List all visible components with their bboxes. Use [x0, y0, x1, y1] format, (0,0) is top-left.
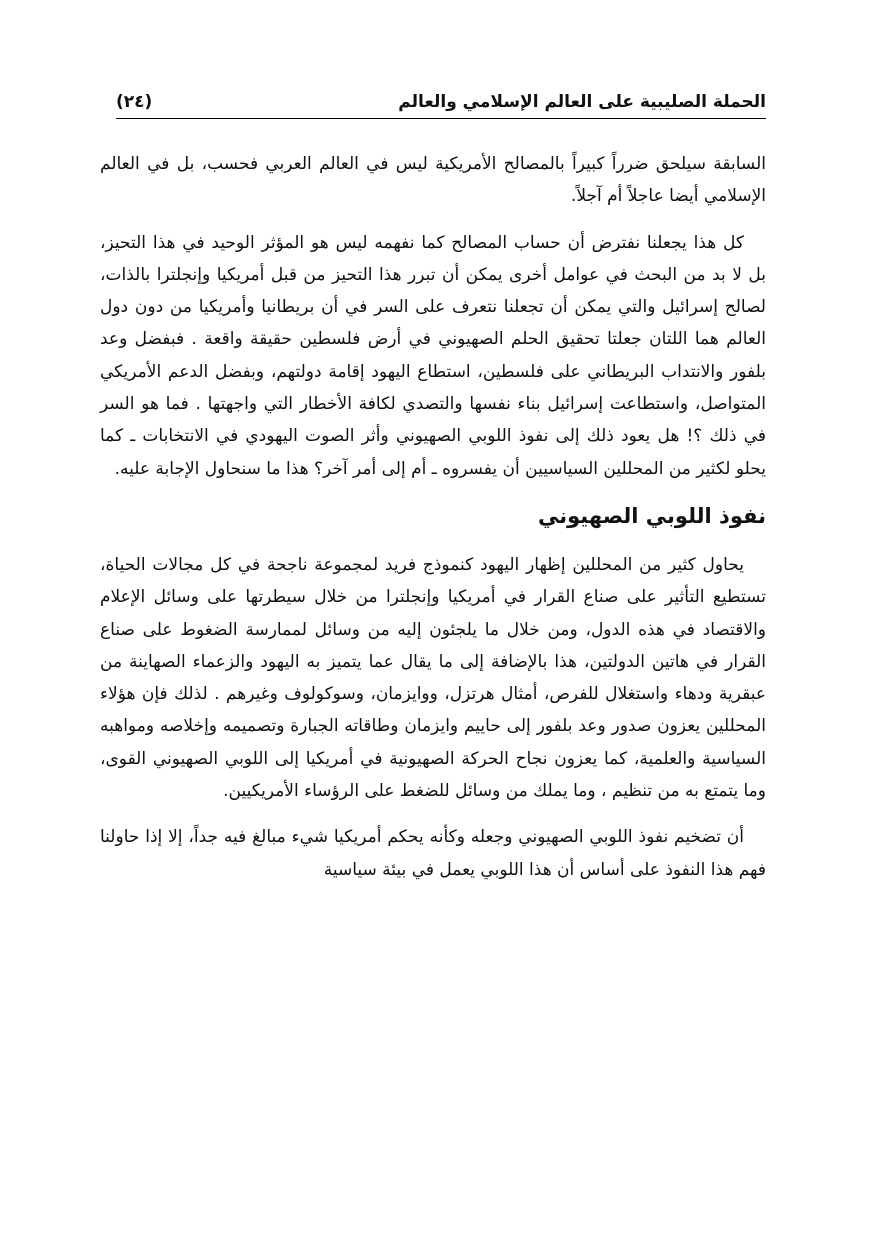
- paragraph: كل هذا يجعلنا نفترض أن حساب المصالح كما نفهمه ليس هو المؤثر الوحيد في هذا التحيز، بل لا بد من البحث في عوامل أخرى يمكن أن تبرر هذا التحيز من قبل أمريكيا وإنجلترا بالذات، لصالح إسرائيل والتي يمكن أن تجعلنا نتعرف على السر في أن بريطانيا وأمريكيا من دون دول العالم هما اللتان جعلتا تحقيق الحلم الصهيوني في أرض فلسطين حقيقة واقعة . فبفضل وعد بلفور والانتداب البريطاني على فلسطين، استطاع اليهود إقامة دولتهم، وبفضل الدعم الأمريكي المتواصل، واستطاعت إسرائيل بناء نفسها والتصدي لكافة الأخطار التي واجهتها . فما هو السر في ذلك ؟! هل يعود ذلك إلى نفوذ اللوبي الصهيوني وأثر الصوت اليهودي في الانتخابات ـ كما يحلو لكثير من المحللين السياسيين أن يفسروه ـ أم إلى أمر آخر؟ هذا ما سنحاول الإجابة عليه.: [100, 232, 766, 479]
- paragraph-continuation: السابقة سيلحق ضرراً كبيراً بالمصالح الأمريكية ليس في العالم العربي فحسب، بل في العالم الإسلامي أيضا عاجلاً أم آجلاً.: [100, 154, 766, 207]
- section-heading: نفوذ اللوبي الصهيوني: [537, 503, 766, 528]
- paragraph: يحاول كثير من المحللين إظهار اليهود كنموذج فريد لمجموعة ناجحة في كل مجالات الحياة، تستطيع التأثير على صناع القرار في أمريكيا وإنجلترا من خلال سيطرتها على وسائل الإعلام والاقتصاد في هذه الدول، ومن خلال ما يلجئون إليه من وسائل لممارسة الضغوط على صناع القرار في هاتين الدولتين، هذا بالإضافة إلى ما يقال عما يتميز به اليهود والزعماء الصهاينة من عبقرية ودهاء واستغلال للفرص، أمثال هرتزل، ووايزمان، وسوكولوف وغيرهم . لذلك فإن هؤلاء المحللين يعزون صدور وعد بلفور إلى حاييم وايزمان وطاقاته الجبارة وتصميمه وإخلاصه ومواهبه السياسية والعلمية، كما يعزون نجاح الحركة الصهيونية في أمريكيا إلى اللوبي الصهيوني القوى، وما يتمتع به من تنظيم ، وما يملك من وسائل للضغط على الرؤساء الأمريكيين.: [100, 554, 766, 802]
- running-header: [116, 88, 766, 116]
- page-number: (٢٤): [116, 92, 153, 112]
- running-header-title: الحملة الصليبية على العالم الإسلامي والعالم: [398, 92, 766, 112]
- paragraph: أن تضخيم نفوذ اللوبي الصهيوني وجعله وكأنه يحكم أمريكيا شيء مبالغ فيه جداً، إلا إذا حاولنا فهم هذا النفوذ على أساس أن هذا اللوبي يعمل في بيئة سياسية: [100, 827, 766, 880]
- body-text: [100, 148, 766, 900]
- header-divider: [116, 118, 766, 119]
